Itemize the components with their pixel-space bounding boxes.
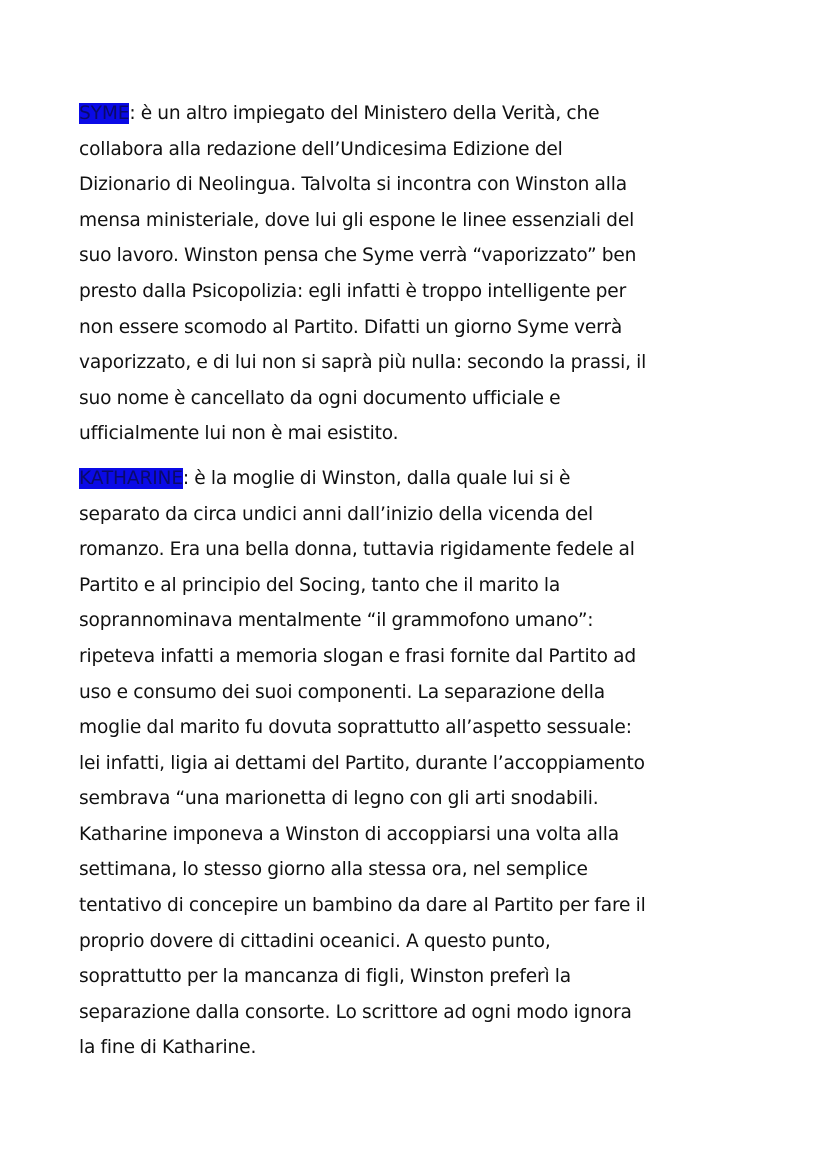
text-line: lei infatti, ligia ai dettami del Partito, durante l’accoppiamento [79,752,645,774]
text-line: separato da circa undici anni dall’inizio della vicenda del [79,503,594,525]
text-line: ufficialmente lui non è mai esistito. [79,423,399,445]
paragraph-katharine [79,461,751,1066]
text-line: non essere scomodo al Partito. Difatti un giorno Syme verrà [79,316,623,338]
text-line: soprannominava mentalmente “il grammofono umano”: [79,610,594,632]
text-line: soprattutto per la mancanza di figli, Winston preferì la [79,966,572,988]
document-body [79,96,751,1075]
text-line: uso e consumo dei suoi componenti. La separazione della [79,681,605,703]
text-line: Katharine imponeva a Winston di accoppiarsi una volta alla [79,823,620,845]
text-line: Partito e al principio del Socing, tanto che il marito la [79,574,561,596]
paragraph-first-line [79,96,751,132]
text-line: settimana, lo stesso giorno alla stessa ora, nel semplice [79,859,588,881]
text-line: sembrava “una marionetta di legno con gli arti snodabili. [79,788,599,810]
text-line: suo nome è cancellato da ogni documento ufficiale e [79,387,561,409]
first-line-text: : è un altro impiegato del Ministero della Verità, che [129,103,600,124]
text-line: proprio dovere di cittadini oceanici. A questo punto, [79,930,551,952]
text-line: Dizionario di Neolingua. Talvolta si incontra con Winston alla [79,174,627,196]
text-line: romanzo. Era una bella donna, tuttavia rigidamente fedele al [79,539,635,561]
text-line: suo lavoro. Winston pensa che Syme verrà “vaporizzato” ben [79,245,637,267]
first-line-text: : è la moglie di Winston, dalla quale lui si è [182,467,571,489]
paragraph-first-line [79,461,751,497]
text-line: tentativo di concepire un bambino da dare al Partito per fare il [79,895,646,917]
highlighted-name-syme: SYME [79,103,130,124]
text-line: vaporizzato, e di lui non si saprà più nulla: secondo la prassi, il [79,352,647,374]
text-line: la fine di Katharine. [79,1037,257,1059]
text-line: mensa ministeriale, dove lui gli espone le linee essenziali del [79,209,635,231]
text-line: collabora alla redazione dell’Undicesima Edizione del [79,138,563,160]
text-line: moglie dal marito fu dovuta soprattutto all’aspetto sessuale: [79,717,632,739]
text-line: ripeteva infatti a memoria slogan e frasi fornite dal Partito ad [79,645,637,667]
highlighted-name-katharine: KATHARINE [79,467,183,489]
text-line: presto dalla Psicopolizia: egli infatti è troppo intelligente per [79,280,627,302]
text-line: separazione dalla consorte. Lo scrittore ad ogni modo ignora [79,1001,632,1023]
paragraph-syme [79,96,751,452]
